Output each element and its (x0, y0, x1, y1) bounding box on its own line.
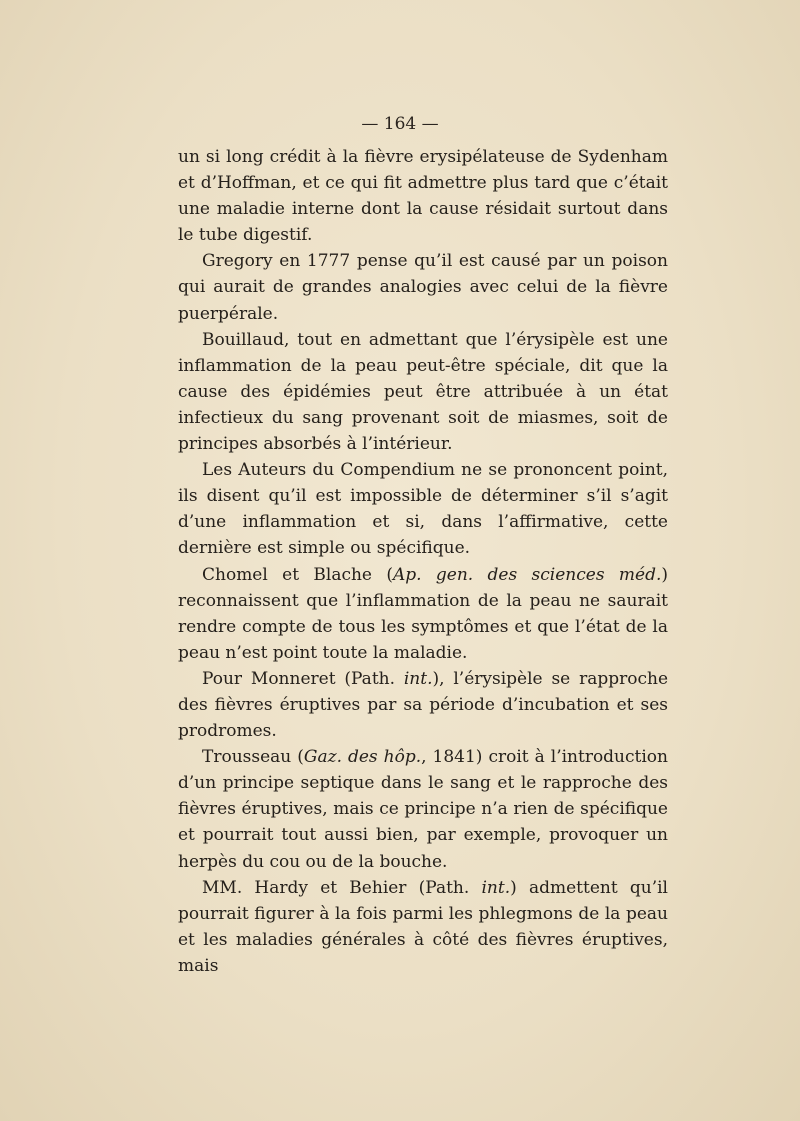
paragraph-text: ), l’érysipèle se rapproche des fièvres éruptives par sa période d’incubation et ses prodromes. (178, 668, 669, 742)
paragraph-bouillaud (178, 327, 668, 457)
paragraph-text: Pour Monneret (Path. (202, 668, 404, 689)
citation-title: int. (481, 877, 511, 898)
paragraph-compendium (178, 457, 668, 561)
page-number: — 164 — (361, 114, 439, 134)
paragraph-sydenham (178, 144, 668, 248)
citation-title: int. (403, 668, 433, 689)
paragraph-text: Bouillaud, tout en admettant que l’érysipèle est une inflammation de la peau peut-être spéciale, dit que la cause des épidémies peut être attribuée à un état infectieux du sang provenant soit de miasmes, soit de principes absorbés à l’intérieur. (178, 329, 668, 455)
citation-title: Gaz. des hôp. (303, 747, 422, 768)
paragraph-chomel-blache (178, 562, 668, 666)
paragraph-gregory (178, 248, 668, 326)
paragraph-text: ) reconnaissent que l’inflammation de la peau ne saurait rendre compte de tous les symptômes et que l’état de la peau n’est point toute la maladie. (178, 564, 669, 663)
paragraph-text: MM. Hardy et Behier (Path. (202, 877, 482, 898)
paragraph-hardy-behier (178, 875, 668, 979)
paragraph-text: , 1841) croit à l’introduction d’un principe septique dans le sang et le rapproche des fièvres éruptives, mais ce principe n’a rien de spécifique et pourrait tout aussi bien, par exemple, provoquer un herpès du cou ou de la bouche. (178, 747, 668, 872)
paragraph-trousseau (178, 744, 668, 874)
paragraph-text: Chomel et Blache ( (202, 564, 393, 585)
paragraph-text: Trousseau ( (202, 747, 304, 768)
paragraph-text: un si long crédit à la fièvre erysipélateuse de Sydenham et d’Hoffman, et ce qui fit admettre plus tard que c’était une maladie interne dont la cause résidait surtout dans le tube digestif. (178, 147, 668, 246)
paragraph-text: Les Auteurs du Compendium ne se prononcent point, ils disent qu’il est impossible de déterminer s’il s’agit d’une inflammation et si, dans l’affirmative, cette dernière est simple ou spécifique. (178, 460, 668, 559)
paragraph-monneret (178, 666, 668, 744)
paragraph-text: ) admettent qu’il pourrait figurer à la fois parmi les phlegmons de la peau et les maladies générales à côté des fièvres éruptives, mais (178, 877, 668, 976)
citation-title: Ap. gen. des sciences méd. (392, 564, 662, 585)
paragraph-text: Gregory en 1777 pense qu’il est causé par un poison qui aurait de grandes analogies avec celui de la fièvre puerpérale. (178, 251, 668, 324)
body-text (178, 144, 668, 979)
